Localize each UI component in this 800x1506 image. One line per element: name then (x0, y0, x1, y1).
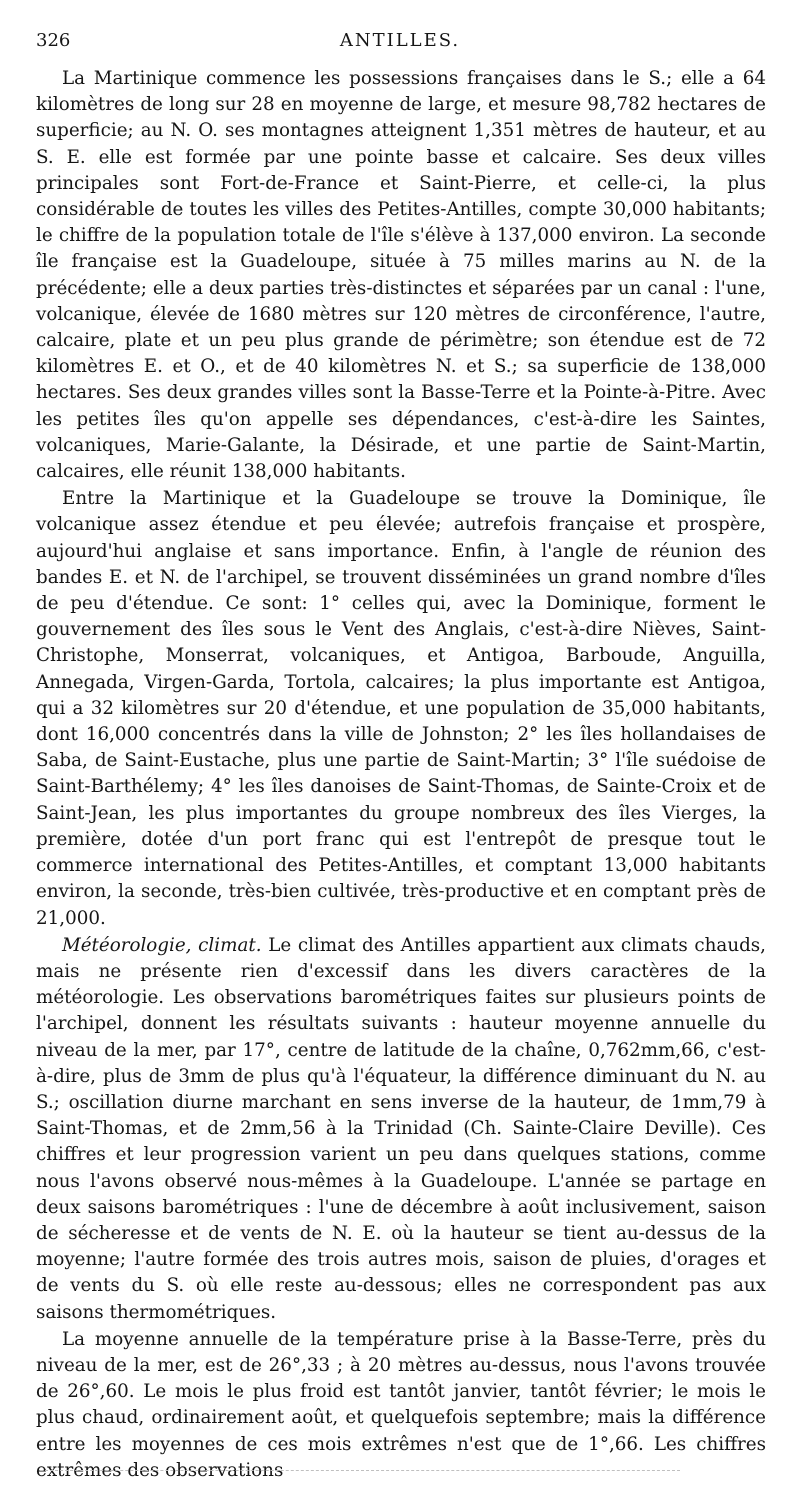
climate-text: Le climat des Antilles appartient aux climats chauds, mais ne présente rien d'excessif dans les divers caractères de la météorologie. Les observations barométriques faites sur plusieurs points de l'archipel, donnent les résultats suivants : hauteur moyenne annuelle du niveau de la mer, par 17°, centre de latitude de la chaîne, 0,762mm,66, c'est-à-dire, plus de 3mm de plus qu'à l'équateur, la différence diminuant du N. au S.; oscillation diurne marchant en sens inverse de la hauteur, de 1mm,79 à Saint-Thomas, et de 2mm,56 à la Trinidad (Ch. Sainte-Claire Deville). Ces chiffres et leur progression varient un peu dans quelques stations, comme nous l'avons observé nous-mêmes à la Guadeloupe. L'année se partage en deux saisons barométriques : l'une de décembre à août inclusivement, saison de sécheresse et de vents de N. E. où la hauteur se tient au-dessus de la moyenne; l'autre formée des trois autres mois, saison de pluies, d'orages et de vents du S. où elle reste au-dessous; elles ne correspondent pas aux saisons thermométriques. (36, 934, 766, 1323)
page-number: 326 (36, 30, 71, 51)
running-title: ANTILLES. (339, 30, 461, 51)
paragraph-martinique-guadeloupe: La Martinique commence les possessions françaises dans le S.; elle a 64 kilomètres de long sur 28 en moyenne de large, et mesure 98,782 hectares de superficie; au N. O. ses montagnes atteignent 1,351 mètres de hauteur, et au S. E. elle est formée par une pointe basse et calcaire. Ses deux villes principales sont Fort-de-France et Saint-Pierre, et celle-ci, la plus considérable de toutes les villes des Petites-Antilles, compte 30,000 habitants; le chiffre de la population totale de l'île s'élève à 137,000 environ. La seconde île française est la Guadeloupe, située à 75 milles marins au N. de la précédente; elle a deux parties très-distinctes et séparées par un canal : l'une, volcanique, élevée de 1680 mètres sur 120 mètres de circonférence, l'autre, calcaire, plate et un peu plus grande de périmètre; son étendue est de 72 kilomètres E. et O., et de 40 kilomètres N. et S.; sa superficie de 138,000 hectares. Ses deux grandes villes sont la Basse-Terre et la Pointe-à-Pitre. Avec les petites îles qu'on appelle ses dépendances, c'est-à-dire les Saintes, volcaniques, Marie-Galante, la Désirade, et une partie de Saint-Martin, calcaires, elle réunit 138,000 habitants. (36, 68, 766, 483)
body-text (36, 66, 766, 1484)
page-header (36, 30, 764, 56)
footer-rule (40, 1470, 680, 1471)
section-heading-climate: Météorologie, climat. (62, 934, 262, 956)
paragraph-small-islands: Entre la Martinique et la Guadeloupe se trouve la Dominique, île volcanique assez étendue et peu élevée; autrefois française et prospère, aujourd'hui anglaise et sans importance. Enfin, à l'angle de réunion des bandes E. et N. de l'archipel, se trouvent disséminées un grand nombre d'îles de peu d'étendue. Ce sont: 1° celles qui, avec la Dominique, forment le gouvernement des îles sous le Vent des Anglais, c'est-à-dire Nièves, Saint-Christophe, Monserrat, volcaniques, et Antigoa, Barboude, Anguilla, Annegada, Virgen-Garda, Tortola, calcaires; la plus importante est Antigoa, qui a 32 kilomètres sur 20 d'étendue, et une population de 35,000 habitants, dont 16,000 concentrés dans la ville de Johnston; 2° les îles hollandaises de Saba, de Saint-Eustache, plus une partie de Saint-Martin; 3° l'île suédoise de Saint-Barthélemy; 4° les îles danoises de Saint-Thomas, de Sainte-Croix et de Saint-Jean, les plus importantes du groupe nombreux des îles Vierges, la première, dotée d'un port franc qui est l'entrepôt de presque tout le commerce international des Petites-Antilles, et comptant 13,000 habitants environ, la seconde, très-bien cultivée, très-productive et en comptant près de 21,000. (36, 488, 766, 929)
paragraph-temperature: La moyenne annuelle de la température prise à la Basse-Terre, près du niveau de la mer, est de 26°,33 ; à 20 mètres au-dessus, nous l'avons trouvée de 26°,60. Le mois le plus froid est tantôt janvier, tantôt février; le mois le plus chaud, ordinairement août, et quelquefois septembre; mais la différence entre les moyennes de ces mois extrêmes n'est que de 1°,66. Les chiffres extrêmes des observations (36, 1328, 766, 1481)
paragraph-climate (36, 933, 766, 1326)
